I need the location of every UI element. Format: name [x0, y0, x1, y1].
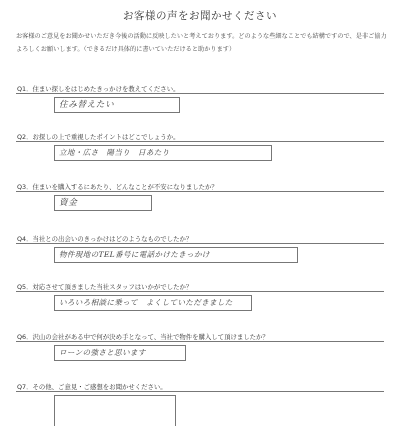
question-1-answer: 住み替えたい	[59, 100, 115, 110]
question-4-answer-box	[54, 247, 298, 263]
question-1-answer-box	[54, 97, 180, 113]
question-1-rule	[16, 93, 384, 94]
question-5-label: Q5．対応させて頂きました当社スタッフはいかがでしたか？	[17, 283, 193, 291]
question-4-label: Q4．当社との出会いのきっかけはどのようなものでしたか？	[17, 235, 193, 243]
question-5-answer-box	[54, 295, 252, 311]
question-2-label: Q2．お探しの上で重視したポイントはどこでしょうか。	[17, 133, 180, 141]
question-7-rule	[16, 391, 384, 392]
question-6-rule	[16, 341, 384, 342]
question-3-rule	[16, 191, 384, 192]
question-2-rule	[16, 141, 384, 142]
question-4-answer: 物件現地のTEL番号に電話かけたきっかけ	[59, 250, 210, 259]
intro-text: お客様のご意見をお聞かせいただき今後の活動に反映したいと考えております。どのような些細なことでも結構ですので、是非ご協力よろしくお願いします。（できるだけ具体的に書いていただけると助かります）	[16, 33, 387, 53]
question-6-answer-box	[54, 345, 186, 361]
question-7-label: Q7．その他、ご意見・ご感想をお聞かせください。	[17, 383, 167, 391]
page-title: お客様の声をお聞かせください	[123, 10, 277, 22]
question-3-answer: 資金	[59, 198, 78, 208]
question-1-label: Q1．住まい探しをはじめたきっかけを教えてください。	[17, 85, 180, 93]
question-6-answer: ローンの強さと思います	[59, 348, 146, 357]
question-2-answer-box	[54, 145, 272, 161]
question-6-label: Q6．沢山の会社がある中で何が決め手となって、当社で物件を購入して頂けましたか？	[17, 333, 269, 341]
question-3-answer-box	[54, 195, 152, 211]
question-5-answer: いろいろ相談に乗って よくしていただきました	[59, 298, 233, 307]
question-7-answer-box	[54, 395, 176, 426]
question-5-rule	[16, 291, 384, 292]
question-2-answer: 立地・広さ 陽当り 日あたり	[59, 148, 170, 157]
question-4-rule	[16, 243, 384, 244]
question-3-label: Q3．住まいを購入するにあたり、どんなことが不安になりましたか？	[17, 183, 218, 191]
